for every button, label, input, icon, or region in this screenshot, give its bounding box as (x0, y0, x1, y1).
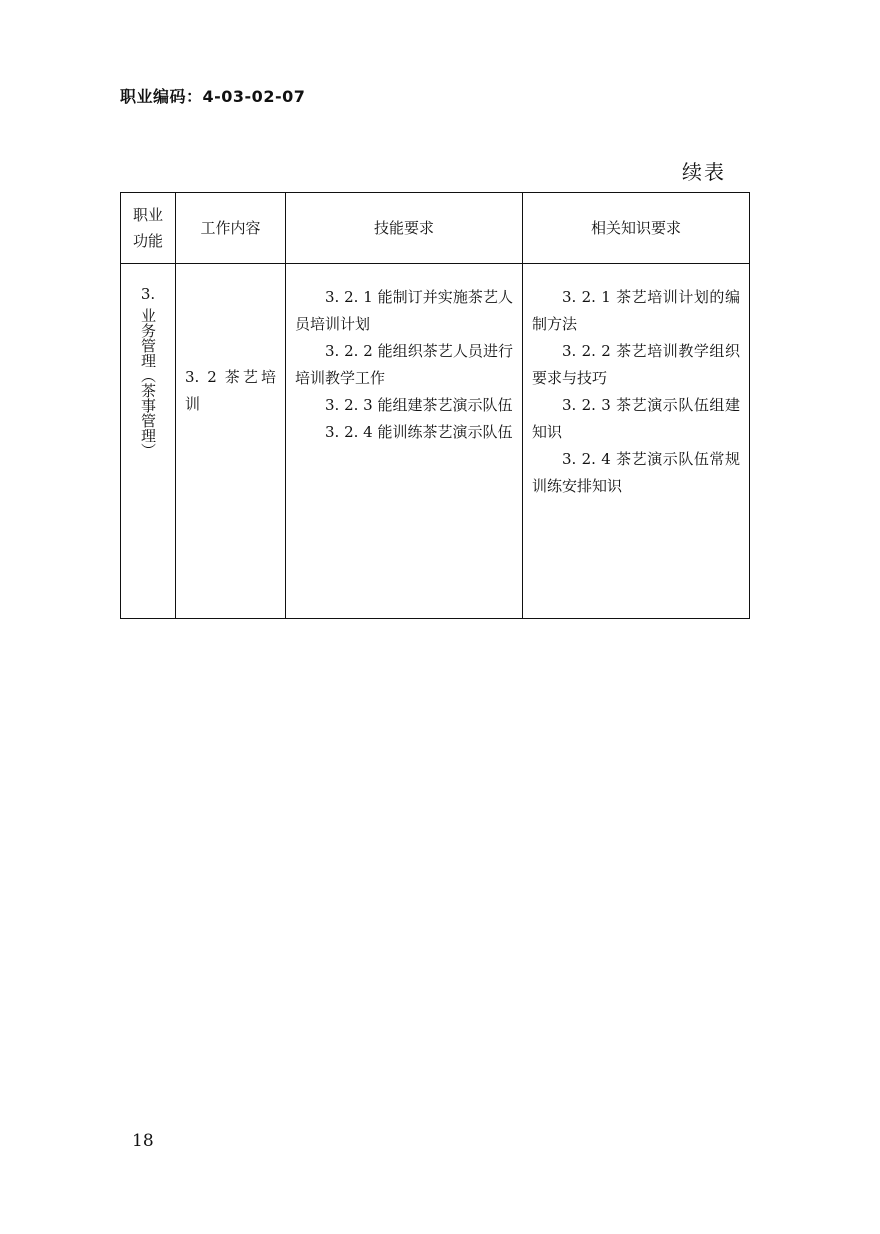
knowledge-item: 3. 2. 2 茶艺培训教学组织要求与技巧 (532, 342, 740, 387)
function-name: 业务管理︵茶事管理︶ (139, 308, 157, 458)
function-number: 3. (140, 285, 156, 303)
header-work-content: 工作内容 (176, 193, 286, 264)
skill-standard-table (120, 192, 750, 619)
skill-item: 3. 2. 3 能组建茶艺演示队伍 (325, 396, 513, 414)
occupation-code: 职业编码：4-03-02-07 (120, 87, 306, 106)
knowledge-item: 3. 2. 4 茶艺演示队伍常规训练安排知识 (532, 450, 740, 495)
skill-item: 3. 2. 2 能组织茶艺人员进行培训教学工作 (295, 342, 513, 387)
skills-cell (286, 264, 523, 619)
header-skill-requirements: 技能要求 (286, 193, 523, 264)
header-knowledge-requirements: 相关知识要求 (523, 193, 750, 264)
function-cell (121, 264, 176, 619)
continued-table-label: 续表 (682, 160, 726, 184)
header-function: 职业 功能 (121, 193, 176, 264)
work-content-cell: 3. 2 茶艺培训 (176, 264, 286, 619)
skill-item: 3. 2. 1 能制订并实施茶艺人员培训计划 (295, 288, 513, 333)
knowledge-item: 3. 2. 1 茶艺培训计划的编制方法 (532, 288, 740, 333)
table-row (121, 264, 750, 619)
page-number: 18 (132, 1131, 154, 1151)
skill-item: 3. 2. 4 能训练茶艺演示队伍 (325, 423, 513, 441)
knowledge-item: 3. 2. 3 茶艺演示队伍组建知识 (532, 396, 740, 441)
knowledge-cell (523, 264, 750, 619)
table-header-row (121, 193, 750, 264)
